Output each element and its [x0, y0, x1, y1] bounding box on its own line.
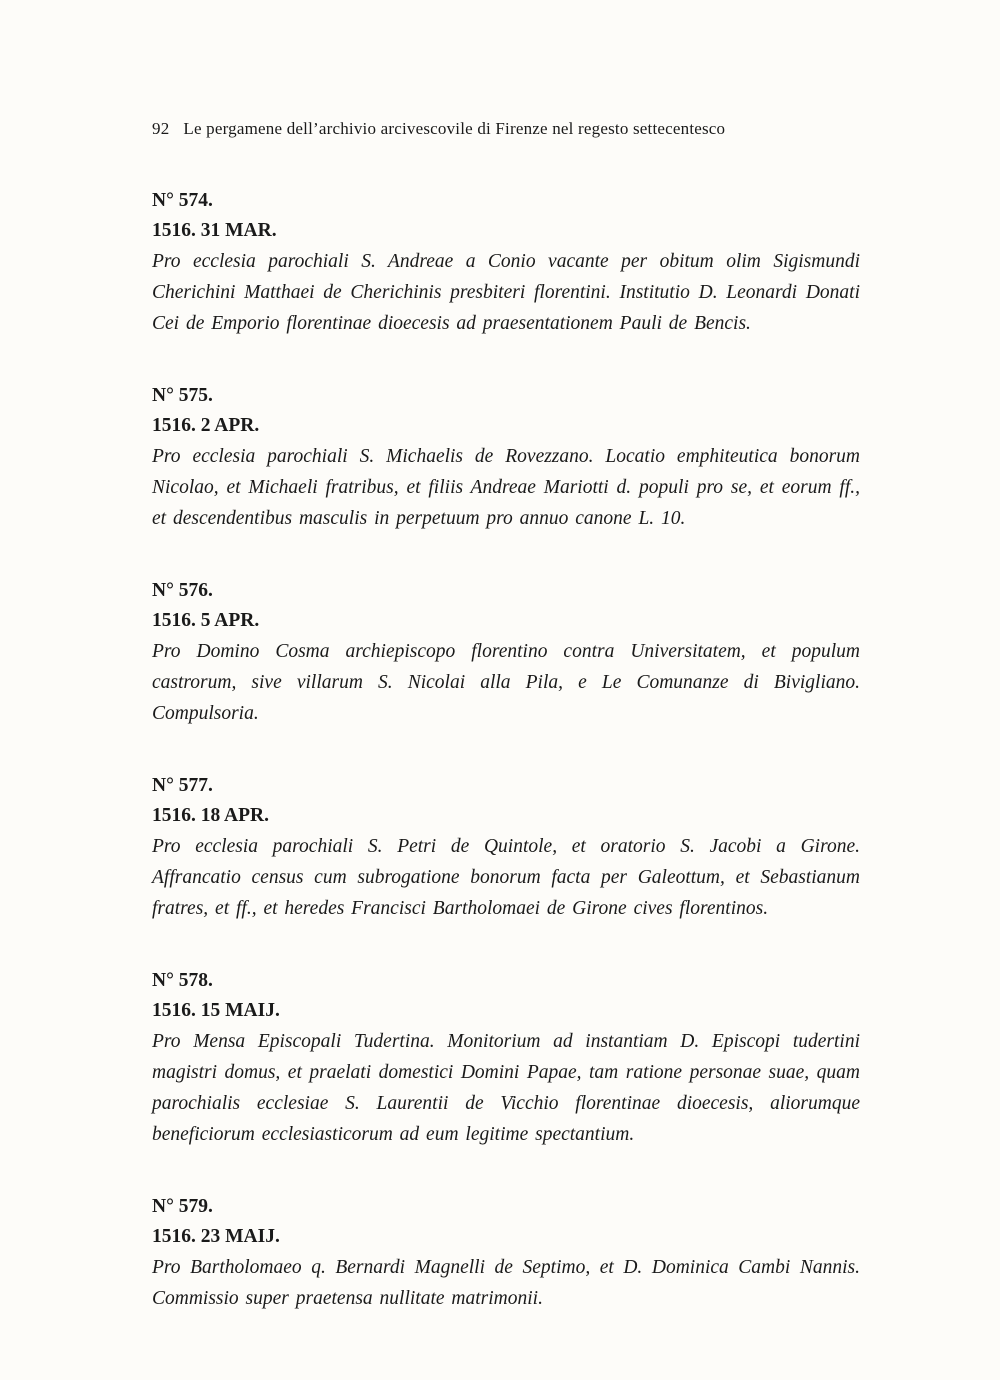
regesto-entry — [152, 771, 860, 924]
regesto-entry — [152, 576, 860, 729]
entry-body: Pro ecclesia parochiali S. Andreae a Conio vacante per obitum olim Sigismundi Cherichini Matthaei de Cherichinis presbiteri florentini. Institutio D. Leonardi Donati Cei de Emporio florentinae dioecesis ad praesentationem Pauli de Bencis. — [152, 251, 860, 334]
entry-date: 1516. 31 MAR. — [152, 220, 277, 241]
entry-body: Pro Mensa Episcopali Tudertina. Monitorium ad instantiam D. Episcopi tudertini magistri domus, et praelati domestici Domini Papae, tam ratione personae suae, quam parochialis ecclesiae S. Laurentii de Vicchio florentinae dioecesis, aliorumque beneficiorum ecclesiasticorum ad eum legitime spectantium. — [152, 1031, 860, 1145]
entry-date: 1516. 15 MAIJ. — [152, 1000, 280, 1021]
entry-number: N° 576. — [152, 580, 213, 601]
entry-number: N° 577. — [152, 775, 213, 796]
entry-body: Pro ecclesia parochiali S. Michaelis de Rovezzano. Locatio emphiteutica bonorum Nicolao, et Michaeli fratribus, et filiis Andreae Mariotti d. populi pro se, et eorum ff., et descendentibus masculis in perpetuum pro annuo canone L. 10. — [152, 446, 860, 529]
regesto-entry — [152, 1192, 860, 1314]
running-header-title: Le pergamene dell’archivio arcivescovile di Firenze nel regesto settecentesco — [183, 119, 726, 138]
entry-number: N° 575. — [152, 385, 213, 406]
regesto-entry — [152, 186, 860, 339]
entry-body: Pro Domino Cosma archiepiscopo florentino contra Universitatem, et populum castrorum, sive villarum S. Nicolai alla Pila, e Le Comunanze di Bivigliano. Compulsoria. — [152, 641, 860, 724]
entry-date: 1516. 23 MAIJ. — [152, 1226, 280, 1247]
entry-date: 1516. 2 APR. — [152, 415, 260, 436]
entry-body: Pro Bartholomaeo q. Bernardi Magnelli de Septimo, et D. Dominica Cambi Nannis. Commissio super praetensa nullitate matrimonii. — [152, 1257, 860, 1309]
entry-body: Pro ecclesia parochiali S. Petri de Quintole, et oratorio S. Jacobi a Girone. Affrancatio census cum subrogatione bonorum facta per Galeottum, et Sebastianum fratres, et ff., et heredes Francisci Bartholomaei de Girone cives florentinos. — [152, 836, 860, 919]
regesto-entry — [152, 381, 860, 534]
entry-date: 1516. 18 APR. — [152, 805, 269, 826]
running-header — [152, 118, 860, 140]
entry-number: N° 579. — [152, 1196, 213, 1217]
entry-number: N° 578. — [152, 970, 213, 991]
entry-number: N° 574. — [152, 190, 213, 211]
entry-date: 1516. 5 APR. — [152, 610, 260, 631]
page-number: 92 — [152, 119, 170, 138]
regesto-entry — [152, 966, 860, 1150]
